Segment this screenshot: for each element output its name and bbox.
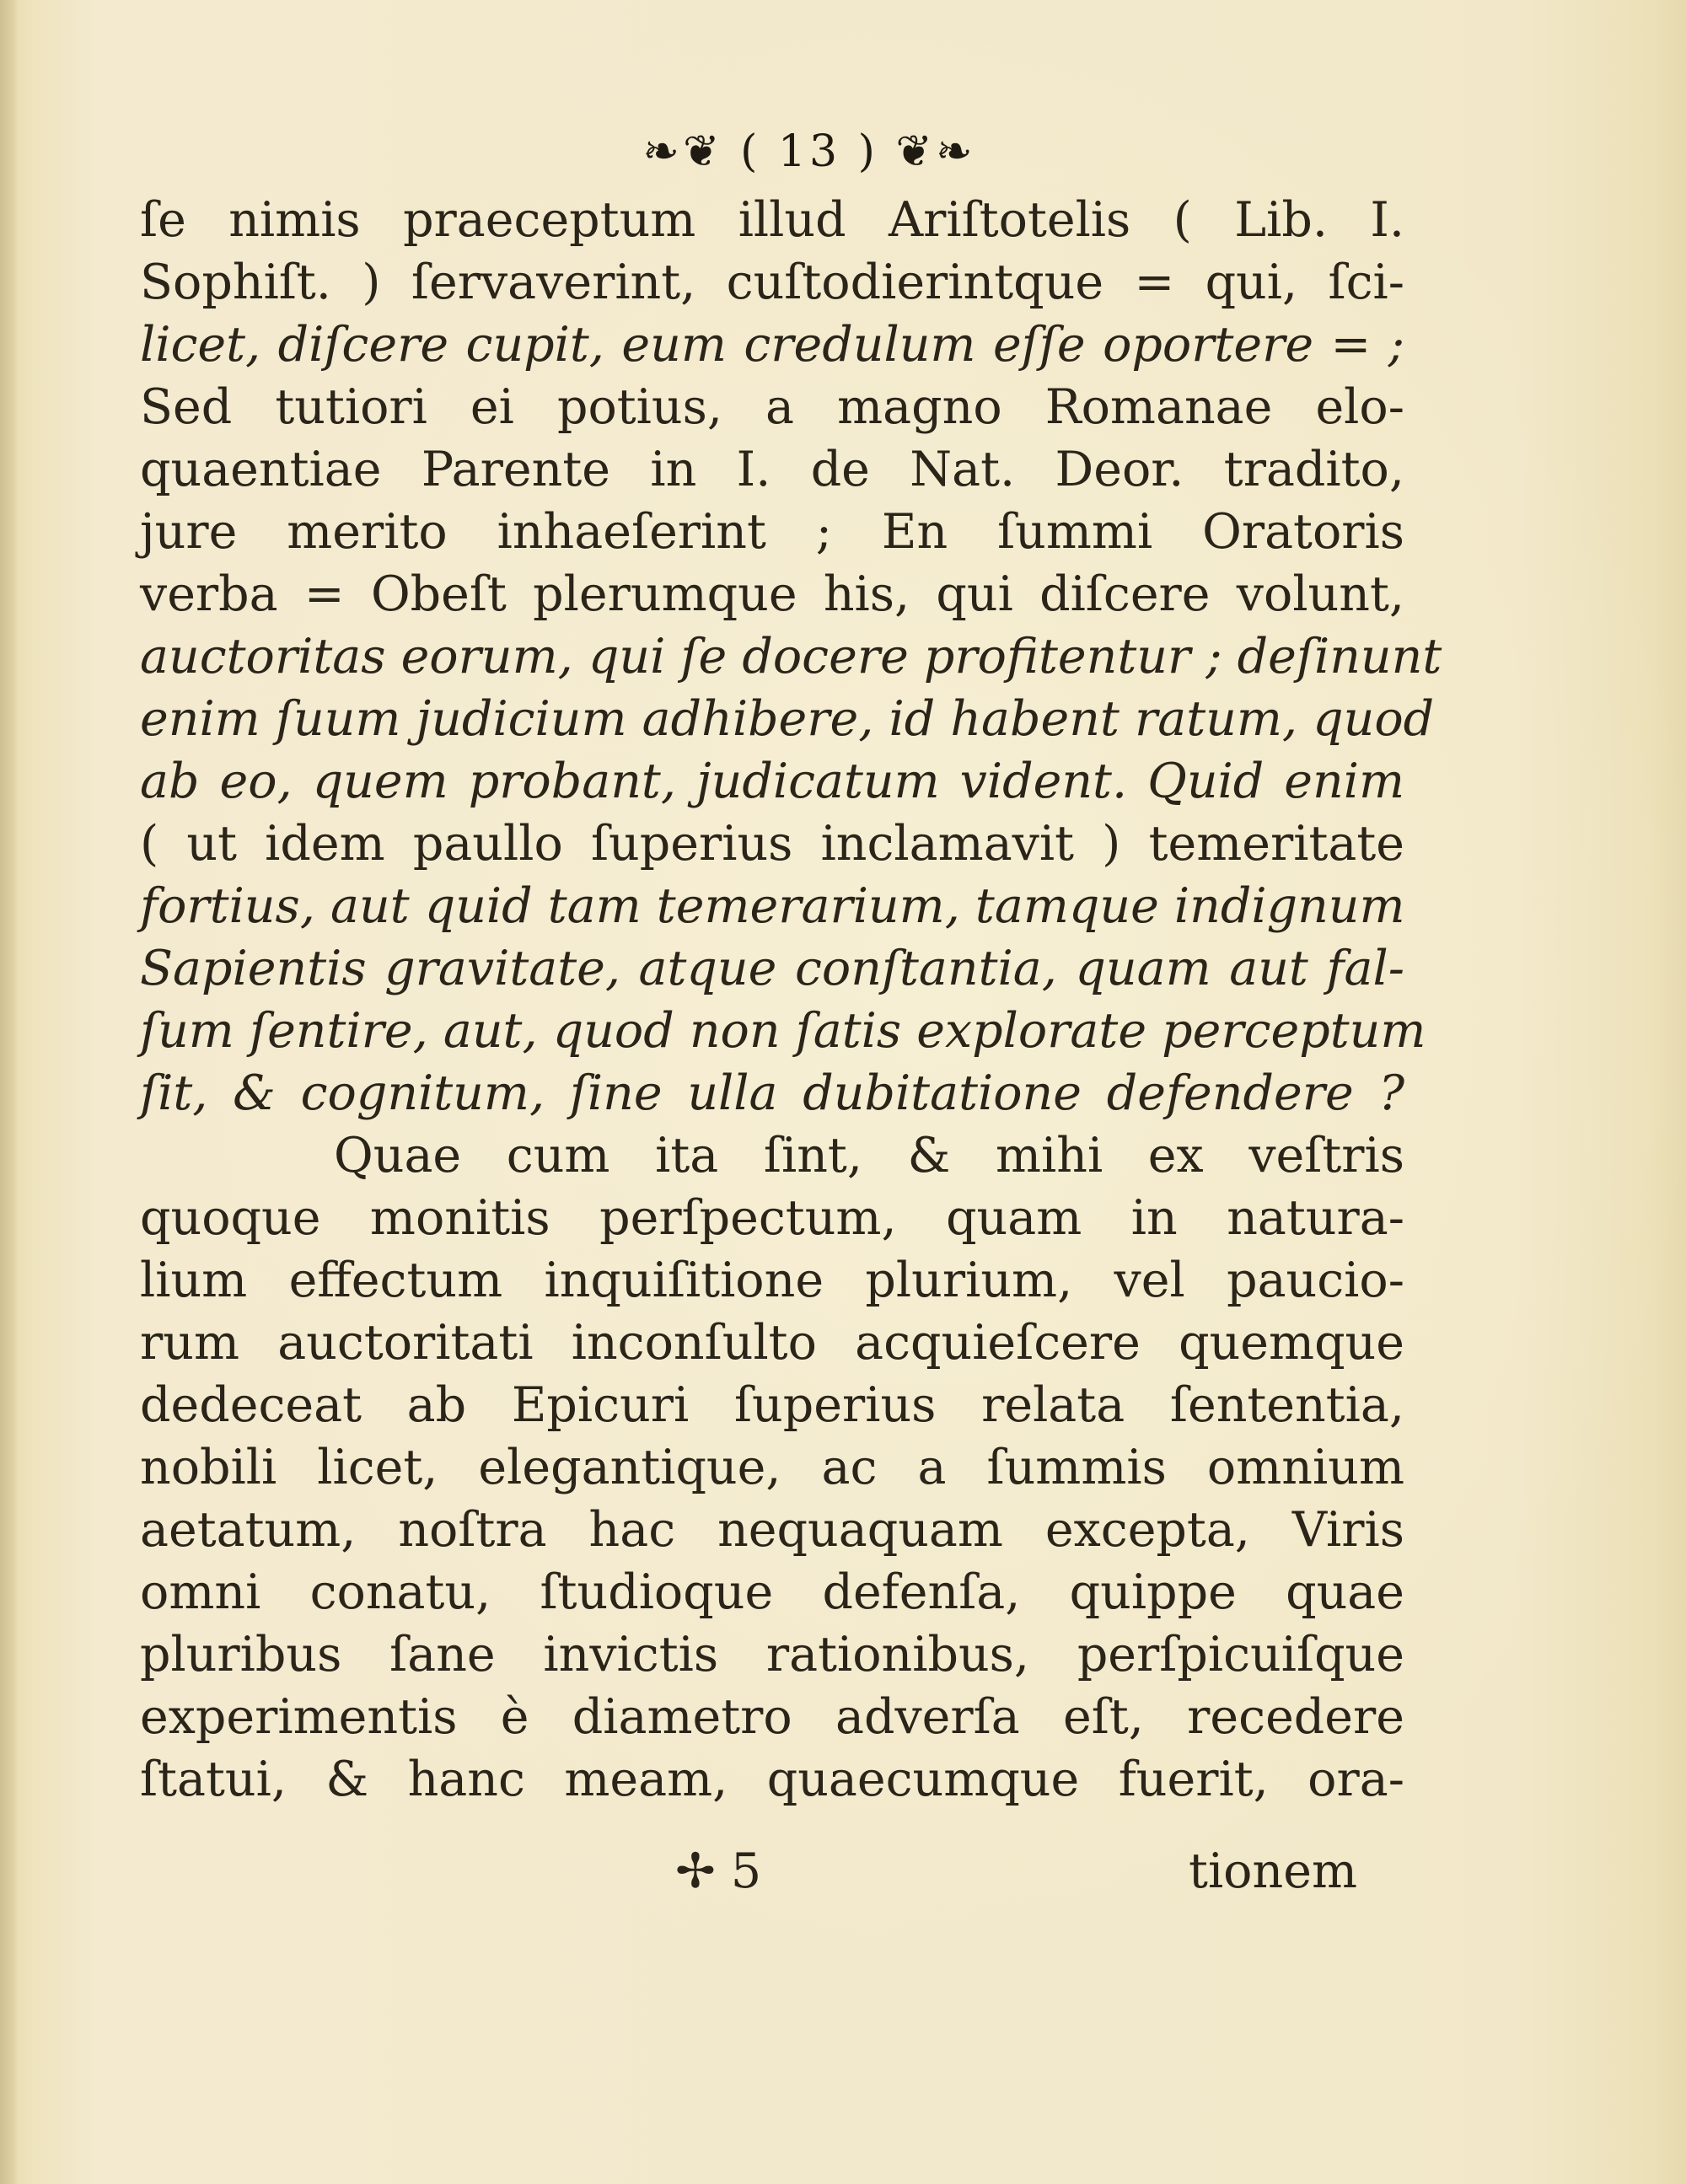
signature-mark — [675, 1838, 761, 1905]
header-ornament-right: ❦❧ — [878, 126, 976, 177]
text-line: ab eo, quem probant, judicatum vident. Quid enim — [140, 754, 1404, 809]
page-footer — [140, 1838, 1404, 1905]
text-line: quaentiae Parente in I. de Nat. Deor. tradito, — [140, 442, 1404, 497]
text-line: aetatum, noſtra hac nequaquam excepta, Viris — [140, 1502, 1404, 1558]
text-line: experimentis è diametro adverſa eſt, recedere — [140, 1689, 1404, 1745]
text-line: nobili licet, elegantique, ac a ſummis omnium — [140, 1440, 1404, 1495]
text-line: rum auctoritati inconſulto acquieſcere quemque — [140, 1315, 1404, 1371]
text-line: Sapientis gravitate, atque conſtantia, quam aut fal- — [140, 941, 1404, 996]
text-line: ( ut idem paullo ſuperius inclamavit ) temeritate — [140, 816, 1404, 872]
text-line: lium effectum inquiſitione plurium, vel paucio- — [140, 1253, 1404, 1308]
text-line: Sed tutiori ei potius, a magno Romanae elo- — [140, 379, 1404, 435]
text-line: ſe nimis praeceptum illud Ariſtotelis ( Lib. I. — [140, 192, 1404, 248]
fleuron-icon: ✢ — [675, 1843, 731, 1899]
text-line: verba = Obeſt plerumque his, qui diſcere volunt, — [140, 566, 1404, 622]
text-line: ſit, & cognitum, ſine ulla dubitatione defendere ? — [140, 1065, 1404, 1121]
text-line: pluribus ſane invictis rationibus, perſpicuiſque — [140, 1627, 1404, 1682]
text-line: jure merito inhaeſerint ; En ſummi Oratoris — [140, 504, 1404, 560]
text-line: omni conatu, ſtudioque defenſa, quippe quae — [140, 1564, 1404, 1620]
text-line: dedeceat ab Epicuri ſuperius relata ſententia, — [140, 1377, 1404, 1433]
text-line: ſtatui, & hanc meam, quaecumque fuerit, ora- — [140, 1752, 1404, 1807]
gutter-shadow — [0, 0, 19, 2184]
catchword: tionem — [1189, 1843, 1357, 1899]
text-line: ſum ſentire, aut, quod non ſatis explorate perceptum — [140, 1003, 1426, 1059]
text-line: quoque monitis perſpectum, quam in natura- — [140, 1190, 1404, 1246]
text-line: fortius, aut quid tam temerarium, tamque indignum — [140, 878, 1405, 934]
page-header — [0, 126, 1619, 177]
header-ornament-left: ❧❦ — [642, 126, 741, 177]
text-line: auctoritas eorum, qui ſe docere profitentur ; deſinunt — [140, 629, 1442, 684]
text-line: licet, diſcere cupit, eum credulum eſſe oportere = ; — [140, 317, 1404, 373]
signature-number: 5 — [730, 1843, 762, 1899]
text-line: enim ſuum judicium adhibere, id habent ratum, quod — [140, 691, 1435, 747]
body-text — [140, 189, 1442, 1811]
page-number: ( 13 ) — [740, 126, 878, 177]
text-line: Quae cum ita ſint, & mihi ex veſtris — [334, 1128, 1404, 1183]
text-line: Sophiſt. ) ſervaverint, cuſtodierintque = qui, ſci- — [140, 255, 1404, 310]
